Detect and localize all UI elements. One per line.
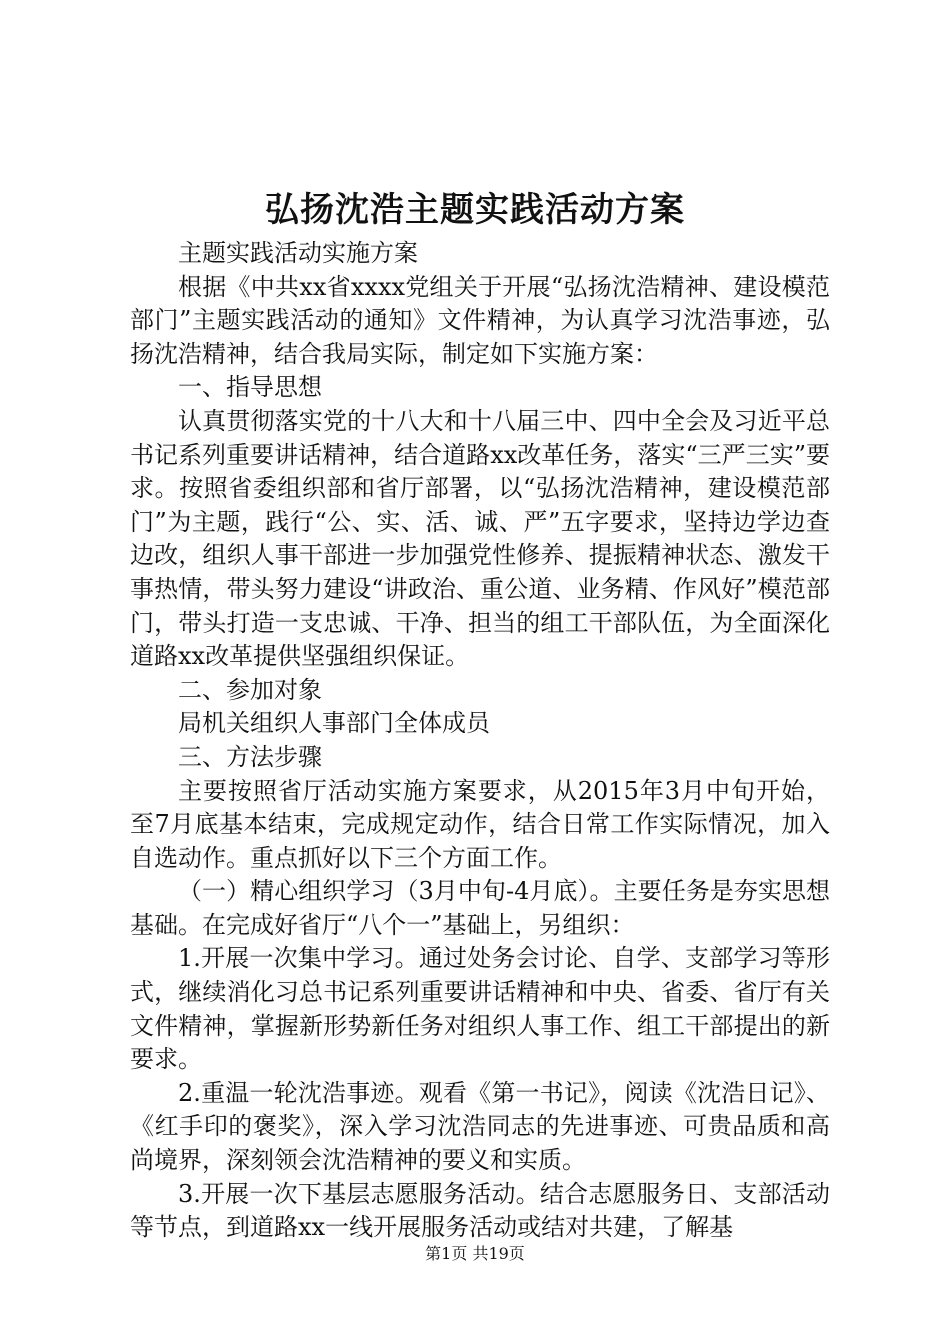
document-title: 弘扬沈浩主题实践活动方案 (265, 190, 685, 230)
section-heading: 三、方法步骤 (178, 742, 322, 771)
section-heading: 二、参加对象 (178, 675, 322, 704)
paragraph: 认真贯彻落实党的十八大和十八届三中、四中全会及习近平总书记系列重要讲话精神，结合道路xx改革任务，落实“三严三实”要求。按照省委组织部和省厅部署，以“弘扬沈浩精神，建设模范部门”为主题，践行“公、实、活、诚、严”五字要求，坚持边学边查边改，组织人事干部进一步加强党性修养、提振精神状态、激发干事热情，带头努力建设“讲政治、重公道、业务精、作风好”模范部门，带头打造一支忠诚、干净、担当的组工干部队伍，为全面深化道路xx改革提供坚强组织保证。 (130, 406, 830, 671)
page-footer: 第1页 共19页 (425, 1244, 525, 1263)
paragraph: 1.开展一次集中学习。通过处务会讨论、自学、支部学习等形式，继续消化习总书记系列重要讲话精神和中央、省委、省厅有关文件精神，掌握新形势新任务对组织人事工作、组工干部提出的新要求。 (130, 944, 830, 1074)
paragraph: 2.重温一轮沈浩事迹。观看《第一书记》，阅读《沈浩日记》、《红手印的褒奖》，深入学习沈浩同志的先进事迹、可贵品质和高尚境界，深刻领会沈浩精神的要义和实质。 (130, 1078, 830, 1175)
paragraph: 局机关组织人事部门全体成员 (178, 709, 490, 738)
paragraph: 根据《中共xx省xxxx党组关于开展“弘扬沈浩精神、建设模范部门”主题实践活动的通知》文件精神，为认真学习沈浩事迹，弘扬沈浩精神，结合我局实际，制定如下实施方案： (130, 272, 830, 368)
paragraph: 主要按照省厅活动实施方案要求，从2015年3月中旬开始，至7月底基本结束，完成规定动作，结合日常工作实际情况，加入自选动作。重点抓好以下三个方面工作。 (130, 776, 830, 872)
section-heading: 一、指导思想 (178, 373, 322, 402)
paragraph: （一）精心组织学习（3月中旬-4月底）。主要任务是夯实思想基础。在完成好省厅“八个一”基础上，另组织： (130, 877, 830, 939)
paragraph: 3.开展一次下基层志愿服务活动。结合志愿服务日、支部活动等节点，到道路xx一线开展服务活动或结对共建，了解基 (130, 1179, 830, 1242)
paragraph: 主题实践活动实施方案 (178, 239, 418, 267)
document-body (130, 237, 830, 1245)
